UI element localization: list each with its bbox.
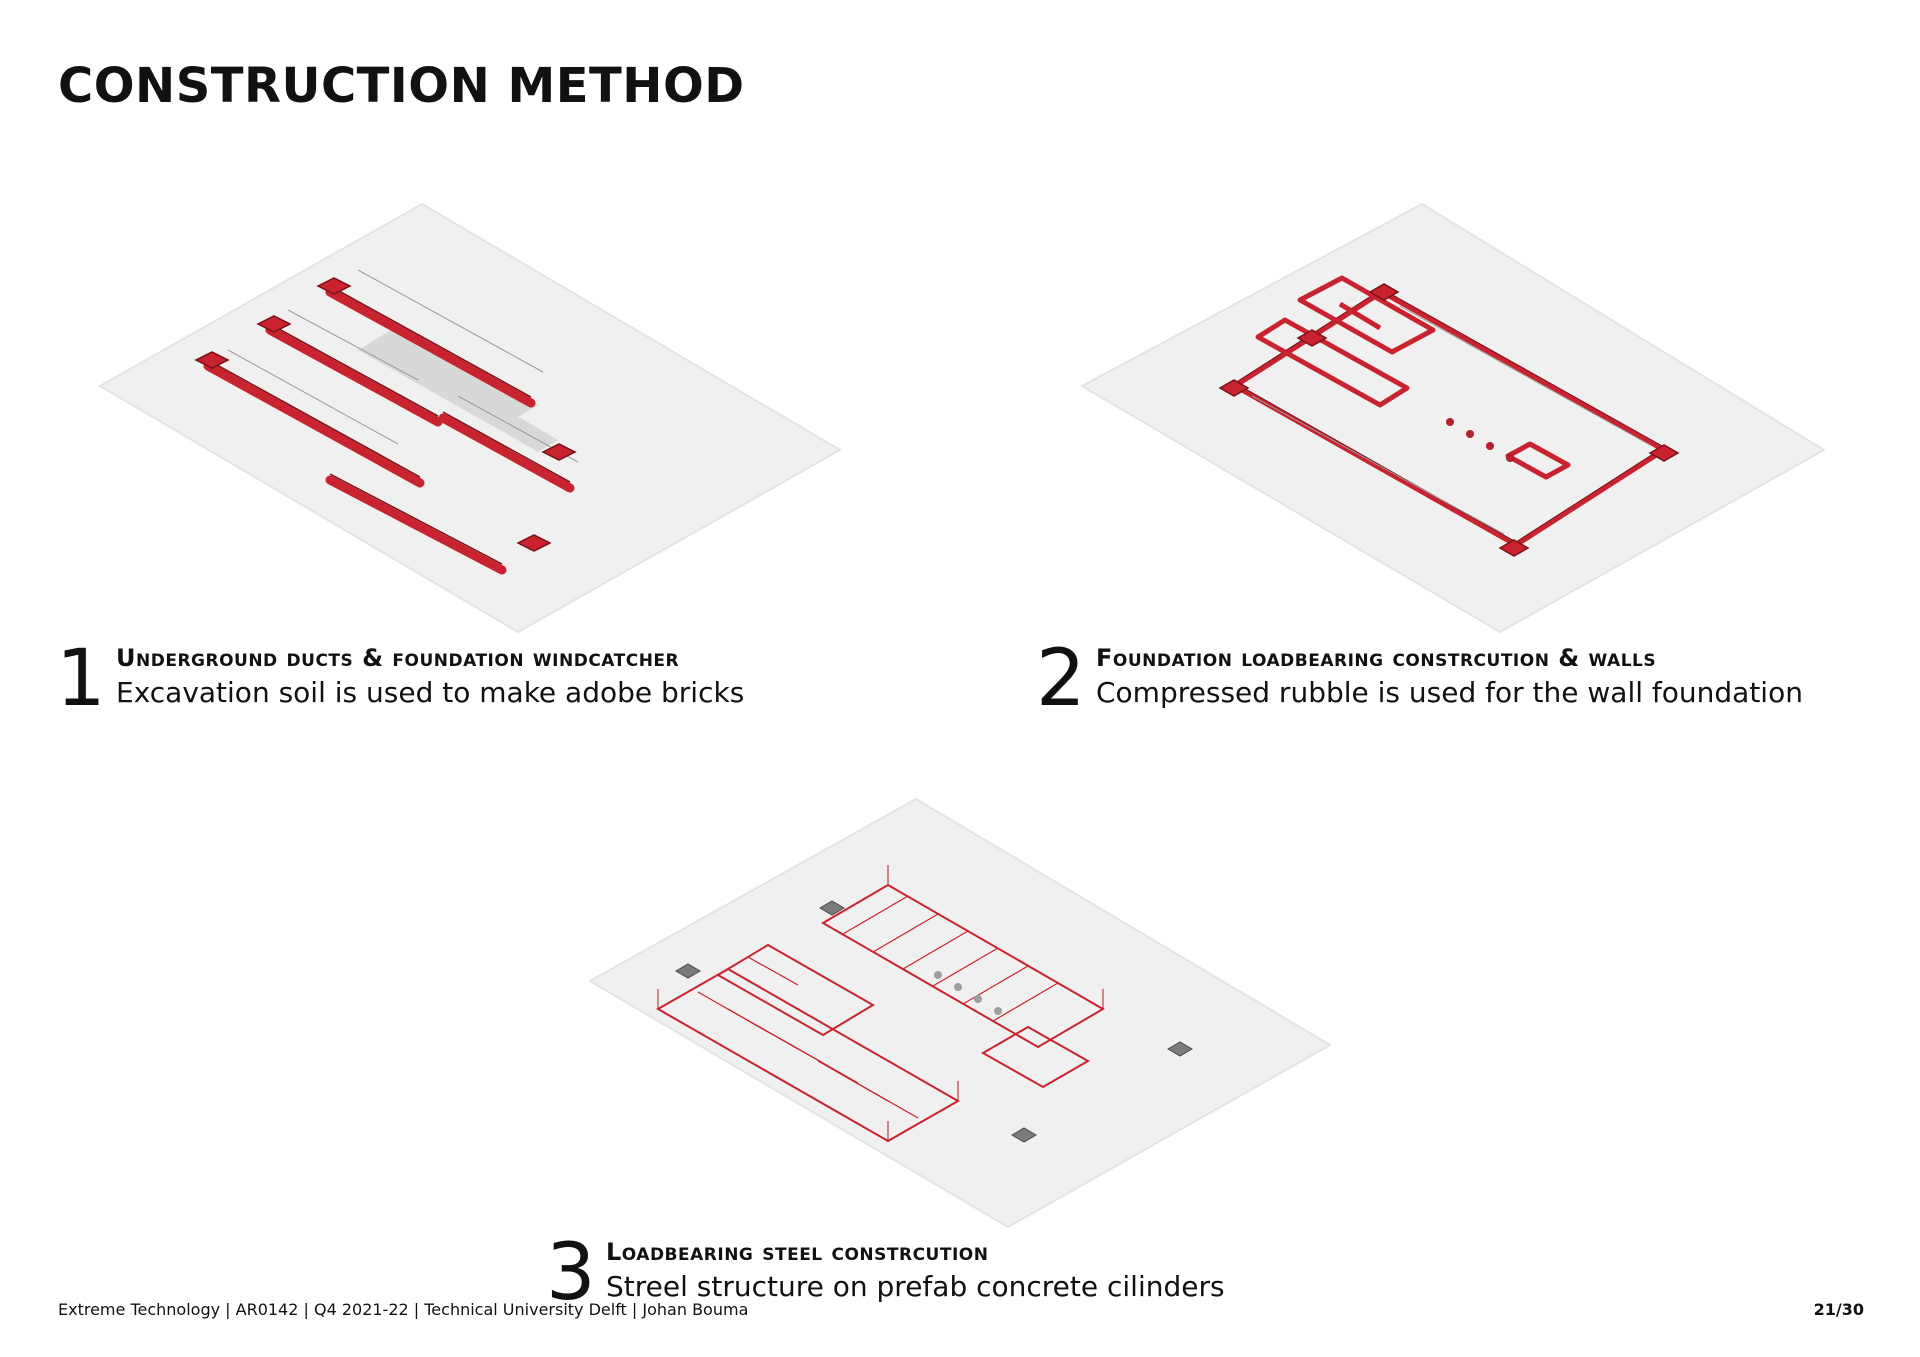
diagram-steel-structure (588, 795, 1333, 1230)
step-3-heading: Loadbearing steel constrcution (606, 1238, 989, 1266)
diagram-foundation-walls (1080, 200, 1825, 635)
isometric-ducts-illustration (98, 200, 843, 635)
step-2-heading: Foundation loadbearing constrcution & walls (1096, 644, 1657, 672)
step-3-number: 3 (546, 1228, 596, 1318)
page-title: CONSTRUCTION METHOD (58, 58, 745, 114)
step-1-description: Excavation soil is used to make adobe bricks (116, 676, 745, 709)
diagram-underground-ducts (98, 200, 843, 635)
step-3-description: Streel structure on prefab concrete cilinders (606, 1270, 1225, 1303)
step-2-caption (1036, 634, 1876, 724)
step-1-number: 1 (56, 634, 106, 724)
step-2-description: Compressed rubble is used for the wall foundation (1096, 676, 1803, 709)
footer-credits: Extreme Technology | AR0142 | Q4 2021-22 | Technical University Delft | Johan Bouma (58, 1300, 749, 1319)
step-1-caption (56, 634, 876, 724)
isometric-foundation-illustration (1080, 200, 1825, 635)
isometric-steel-frame-illustration (588, 795, 1333, 1230)
step-1-heading: Underground ducts & foundation windcatcher (116, 644, 680, 672)
step-2-number: 2 (1036, 634, 1086, 724)
page-number: 21/30 (1813, 1300, 1864, 1319)
